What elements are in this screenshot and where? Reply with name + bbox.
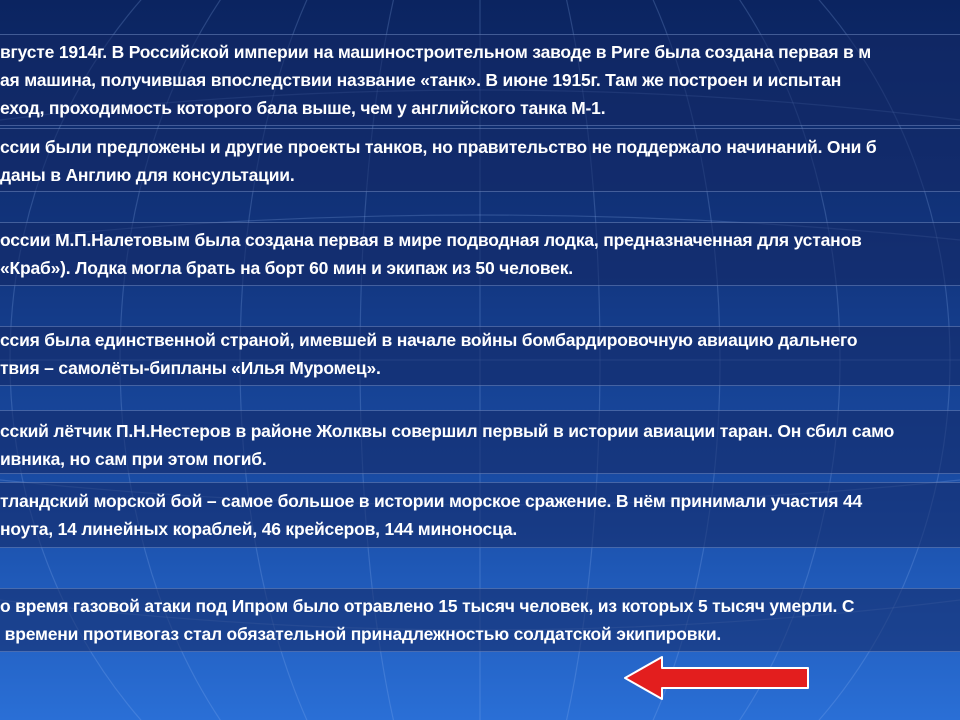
fact-ramming-line-2: ивника, но сам при этом погиб. bbox=[0, 449, 267, 469]
fact-tank-line-1: вгусте 1914г. В Российской империи на машиностроительном заводе в Риге была создана первая в м bbox=[0, 42, 871, 62]
fact-submarine-line-1: оссии М.П.Налетовым была создана первая в мире подводная лодка, предназначенная для установ bbox=[0, 230, 862, 250]
fact-submarine-line-2: «Краб»). Лодка могла брать на борт 60 мин и экипаж из 50 человек. bbox=[0, 258, 573, 278]
fact-tank-line-3: еход, проходимость которого бала выше, чем у английского танка М-1. bbox=[0, 98, 606, 118]
fact-tank-projects-line-2: даны в Англию для консультации. bbox=[0, 165, 295, 185]
fact-gas-attack-line-2: времени противогаз стал обязательной принадлежностью солдатской экипировки. bbox=[0, 624, 722, 644]
fact-tank-line-2: ая машина, получившая впоследствии название «танк». В июне 1915г. Там же построен и испытан bbox=[0, 70, 842, 90]
fact-jutland-line-1: тландский морской бой – самое большое в истории морское сражение. В нём принимали участия 44 bbox=[0, 491, 863, 511]
fact-ramming-line-1: сский лётчик П.Н.Нестеров в районе Жолквы совершил первый в истории авиации таран. Он сбил само bbox=[0, 421, 895, 441]
fact-jutland-line-2: ноута, 14 линейных кораблей, 46 крейсеров, 144 миноносца. bbox=[0, 519, 518, 539]
fact-bombers-line-2: твия – самолёты-бипланы «Илья Муромец». bbox=[0, 358, 381, 378]
back-button[interactable] bbox=[622, 655, 812, 701]
fact-gas-attack-line-1: о время газовой атаки под Ипром было отравлено 15 тысяч человек, из которых 5 тысяч умерли. С bbox=[0, 596, 855, 616]
fact-bombers-line-1: ссия была единственной страной, имевшей в начале войны бомбардировочную авиацию дальнего bbox=[0, 330, 858, 350]
left-arrow-icon bbox=[622, 655, 812, 701]
fact-tank-projects-line-1: ссии были предложены и другие проекты танков, но правительство не поддержало начинаний. Они б bbox=[0, 137, 877, 157]
